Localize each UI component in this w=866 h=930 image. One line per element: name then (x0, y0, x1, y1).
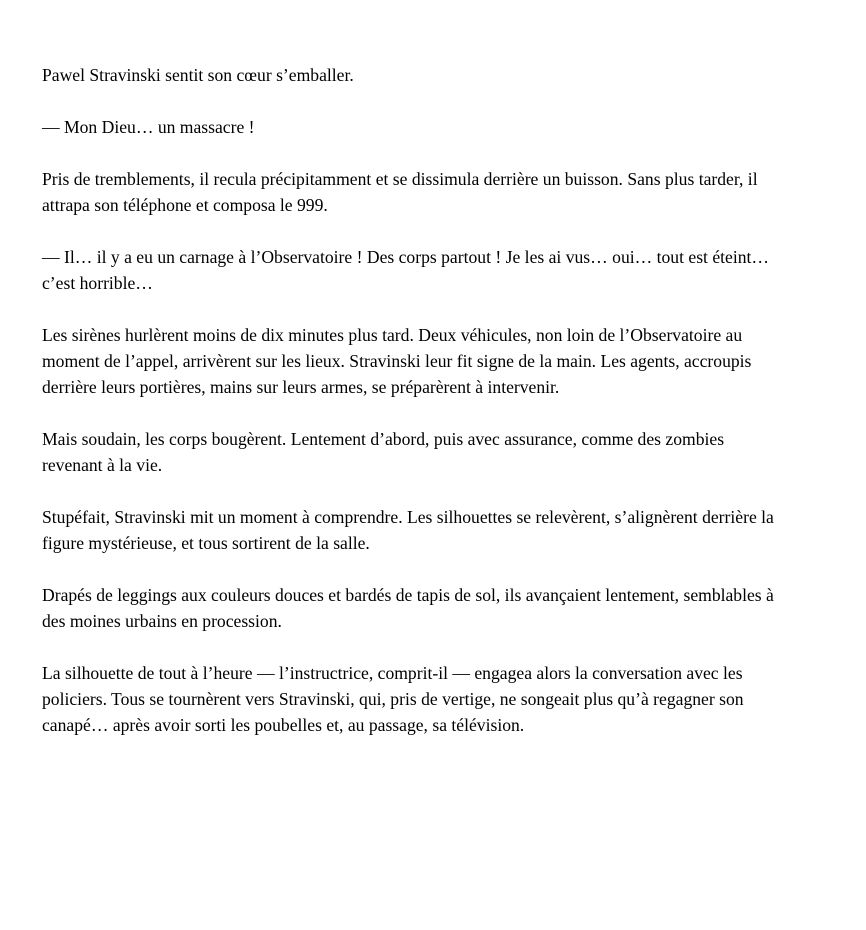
paragraph-8: Drapés de leggings aux couleurs douces et bardés de tapis de sol, ils avançaient lentement, semblables à des moines urbains en procession. (42, 585, 774, 631)
paragraph-4: — Il… il y a eu un carnage à l’Observatoire ! Des corps partout ! Je les ai vus… oui… tout est éteint… c’est horrible… (42, 247, 770, 293)
document-body (42, 62, 787, 764)
paragraph-5: Les sirènes hurlèrent moins de dix minutes plus tard. Deux véhicules, non loin de l’Observatoire au moment de l’appel, arrivèrent sur les lieux. Stravinski leur fit signe de la main. Les agents, accroupis derrière leurs portières, mains sur leurs armes, se préparèrent à intervenir. (42, 325, 752, 397)
paragraph-7: Stupéfait, Stravinski mit un moment à comprendre. Les silhouettes se relevèrent, s’alignèrent derrière la figure mystérieuse, et tous sortirent de la salle. (42, 507, 774, 553)
paragraph-2: — Mon Dieu… un massacre ! (42, 117, 255, 137)
paragraph-9: La silhouette de tout à l’heure — l’instructrice, comprit-il — engagea alors la conversation avec les policiers. Tous se tournèrent vers Stravinski, qui, pris de vertige, ne songeait plus qu’à regagner son canapé… après avoir sorti les poubelles et, au passage, sa télévision. (42, 663, 744, 735)
paragraph-6: Mais soudain, les corps bougèrent. Lentement d’abord, puis avec assurance, comme des zombies revenant à la vie. (42, 429, 725, 475)
paragraph-1: Pawel Stravinski sentit son cœur s’emballer. (42, 65, 354, 85)
paragraph-3: Pris de tremblements, il recula précipitamment et se dissimula derrière un buisson. Sans plus tarder, il attrapa son téléphone et composa le 999. (42, 169, 758, 215)
